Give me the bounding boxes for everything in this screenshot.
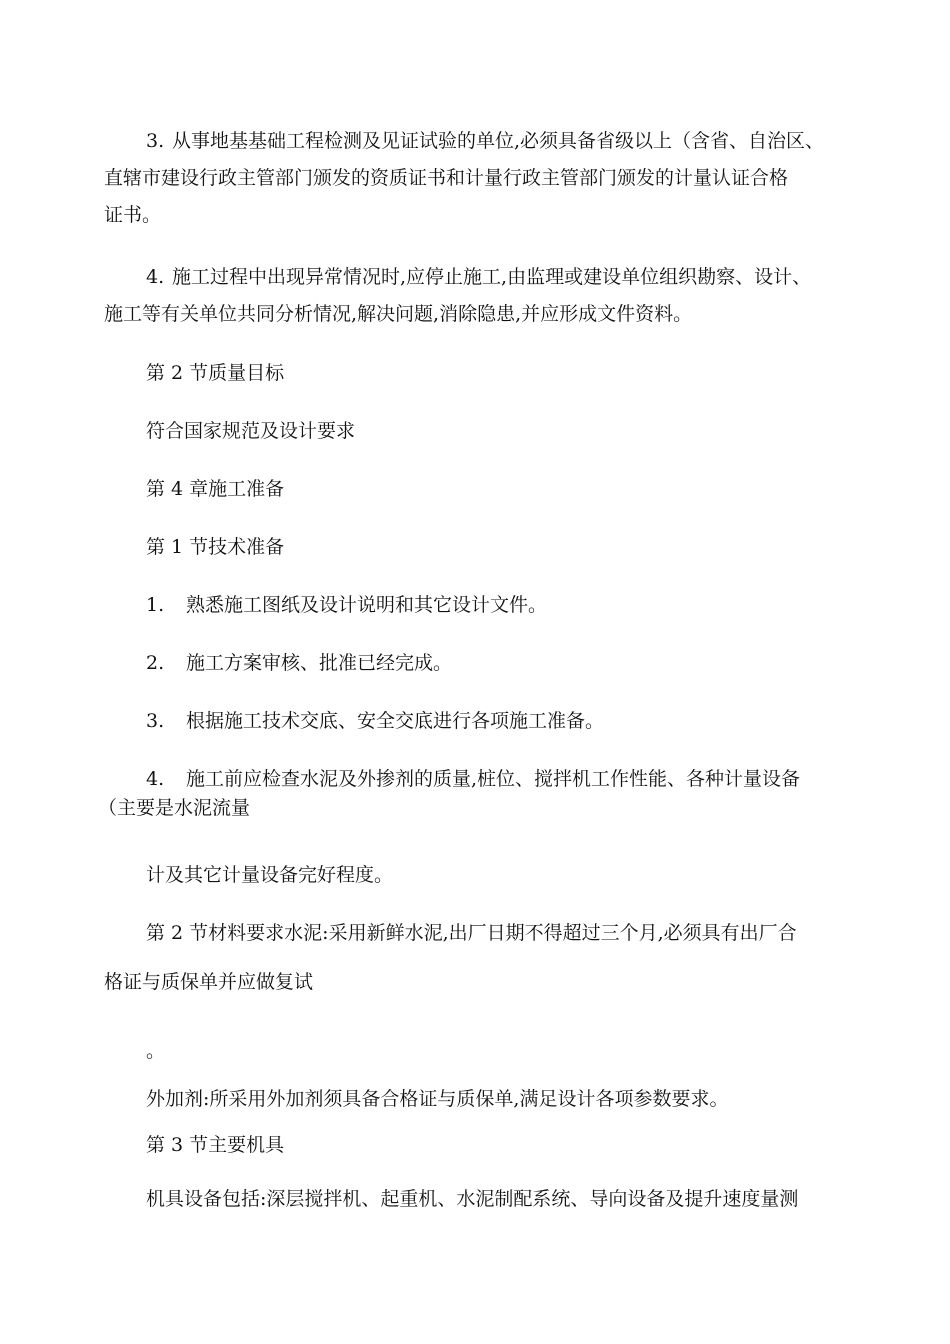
paragraph-admixture: 外加剂:所采用外加剂须具备合格证与质保单,满足设计各项参数要求。 [146,1088,729,1110]
list-item-text: 根据施工技术交底、安全交底进行各项施工准备。 [186,710,605,732]
item-number: 1. [146,594,165,616]
paragraph-line: 证书。 [104,204,162,226]
item-number: 4. [146,768,165,790]
paragraph-line: 施工等有关单位共同分析情况,解决问题,消除隐患,并应形成文件资料。 [104,303,693,325]
list-item-text: 熟悉施工图纸及设计说明和其它设计文件。 [186,594,548,616]
list-item [98,761,849,819]
list-item [104,645,849,682]
item-number: 4. [146,266,165,288]
list-item-text: （主要是水泥流量 [98,797,251,819]
list-item [104,703,849,740]
paragraph-period: 。 [146,1040,166,1062]
section-heading-quality: 第 2 节质量目标 [146,362,285,384]
item-number: 3. [146,130,165,152]
section-heading-equipment: 第 3 节主要机具 [146,1134,285,1156]
paragraph-item-3 [104,123,849,234]
section-heading-tech: 第 1 节技术准备 [146,536,285,558]
chapter-heading-4: 第 4 章施工准备 [146,478,285,500]
paragraph-line: 格证与质保单并应做复试 [104,971,314,993]
paragraph-line: 施工过程中出现异常情况时,应停止施工,由监理或建设单位组织勘察、设计、 [172,266,812,288]
list-item-text: 施工前应检查水泥及外掺剂的质量,桩位、搅拌机工作性能、各种计量设备 [186,768,801,790]
paragraph-meter: 计及其它计量设备完好程度。 [146,864,394,886]
item-number: 2. [146,652,165,674]
paragraph-quality: 符合国家规范及设计要求 [146,420,356,442]
paragraph-equipment: 机具设备包括:深层搅拌机、起重机、水泥制配系统、导向设备及提升速度量测 [146,1188,799,1210]
list-item [104,587,849,624]
paragraph-line: 第 2 节材料要求水泥:采用新鲜水泥,出厂日期不得超过三个月,必须具有出厂合 [146,922,797,944]
list-item-text: 施工方案审核、批准已经完成。 [186,652,453,674]
paragraph-line: 从事地基基础工程检测及见证试验的单位,必须具备省级以上（含省、自治区、 [172,130,825,152]
paragraph-item-4 [104,259,849,333]
paragraph-line: 直辖市建设行政主管部门颁发的资质证书和计量行政主管部门颁发的计量认证合格 [104,167,789,189]
item-number: 3. [146,710,165,732]
paragraph-material [104,915,849,1001]
